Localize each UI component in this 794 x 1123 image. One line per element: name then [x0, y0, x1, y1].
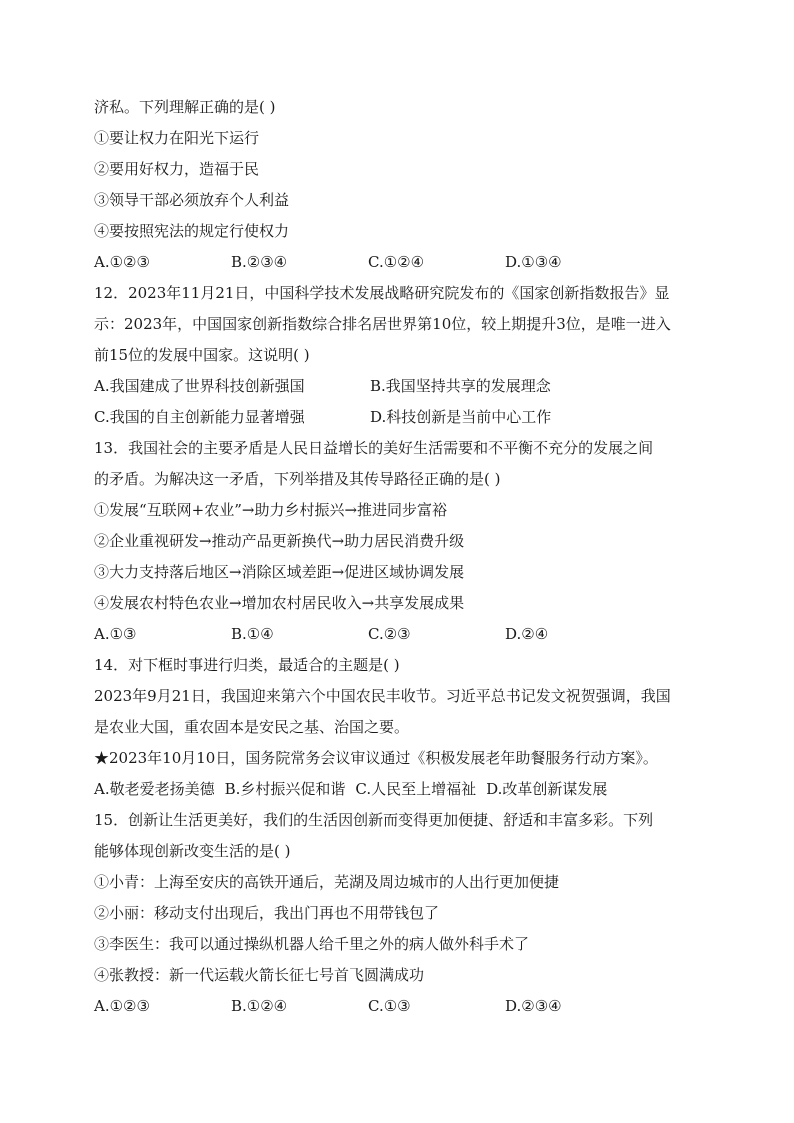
q11-option-b[interactable]: B.②③④: [231, 253, 288, 271]
q12-options-row-1: [94, 371, 714, 402]
q14-box-line-2: 是农业大国，重农固本是安民之基、治国之要。: [94, 718, 410, 736]
q11-item-2: ②要用好权力，造福于民: [94, 160, 260, 178]
q11-item-3: ③领导干部必须放弃个人利益: [94, 191, 290, 209]
q13-item-4: ④发展农村特色农业→增加农村居民收入→共享发展成果: [94, 594, 465, 612]
q12-option-c[interactable]: C.我国的自主创新能力显著增强: [94, 408, 305, 426]
q15-option-d[interactable]: D.②③④: [505, 997, 562, 1015]
q11-option-d[interactable]: D.①③④: [505, 253, 562, 271]
q11-option-a[interactable]: A.①②③: [94, 253, 150, 271]
q13-item-2: ②企业重视研发→推动产品更新换代→助力居民消费升级: [94, 532, 465, 550]
q13-option-c[interactable]: C.②③: [368, 625, 411, 643]
q15-item-1: ①小青：上海至安庆的高铁开通后，芜湖及周边城市的人出行更加便捷: [94, 873, 560, 891]
exam-page: [94, 92, 714, 1022]
q14-stem: 14．对下框时事进行归类，最适合的主题是( ): [94, 656, 400, 674]
q12-stem-line-2: 示：2023年，中国国家创新指数综合排名居世界第10位，较上期提升3位，是唯一进入: [94, 315, 671, 333]
q15-item-2: ②小丽：移动支付出现后，我出门再也不用带钱包了: [94, 904, 440, 922]
q12-options-row-2: [94, 402, 714, 433]
q13-option-d[interactable]: D.②④: [505, 625, 549, 643]
q14-box-line-1: 2023年9月21日，我国迎来第六个中国农民丰收节。习近平总书记发文祝贺强调，我国: [94, 687, 671, 705]
q12-option-b[interactable]: B.我国坚持共享的发展理念: [370, 377, 551, 395]
q13-stem-line-1: 13．我国社会的主要矛盾是人民日益增长的美好生活需要和不平衡不充分的发展之间: [94, 439, 654, 457]
q15-option-c[interactable]: C.①③: [368, 997, 411, 1015]
q12-option-d[interactable]: D.科技创新是当前中心工作: [370, 408, 552, 426]
q13-item-3: ③大力支持落后地区→消除区域差距→促进区域协调发展: [94, 563, 465, 581]
q13-options: [94, 619, 714, 650]
q12-stem-line-1: 12．2023年11月21日，中国科学技术发展战略研究院发布的《国家创新指数报告》显: [94, 284, 670, 302]
q11-item-1: ①要让权力在阳光下运行: [94, 129, 260, 147]
q13-option-b[interactable]: B.①④: [231, 625, 274, 643]
q14-option-c[interactable]: C.人民至上增福祉: [355, 780, 477, 798]
q14-option-b[interactable]: B.乡村振兴促和谐: [224, 780, 346, 798]
q15-item-3: ③李医生：我可以通过操纵机器人给千里之外的病人做外科手术了: [94, 935, 530, 953]
q11-item-4: ④要按照宪法的规定行使权力: [94, 222, 290, 240]
q12-stem-line-3: 前15位的发展中国家。这说明( ): [94, 346, 310, 364]
q11-option-c[interactable]: C.①②④: [368, 253, 425, 271]
q14-box-line-3: ★2023年10月10日，国务院常务会议审议通过《积极发展老年助餐服务行动方案》。: [94, 749, 658, 767]
q14-options: [94, 774, 714, 805]
q14-option-d[interactable]: D.改革创新谋发展: [486, 780, 608, 798]
q12-option-a[interactable]: A.我国建成了世界科技创新强国: [94, 377, 305, 395]
q13-item-1: ①发展“互联网+农业”→助力乡村振兴→推进同步富裕: [94, 501, 448, 519]
q15-option-a[interactable]: A.①②③: [94, 997, 150, 1015]
q15-stem-line-2: 能够体现创新改变生活的是( ): [94, 842, 291, 860]
q15-stem-line-1: 15．创新让生活更美好，我们的生活因创新而变得更加便捷、舒适和丰富多彩。下列: [94, 811, 654, 829]
q14-option-a[interactable]: A.敬老爱老扬美德: [94, 780, 215, 798]
q13-stem-line-2: 的矛盾。为解决这一矛盾，下列举措及其传导路径正确的是( ): [94, 470, 501, 488]
q15-item-4: ④张教授：新一代运载火箭长征七号首飞圆满成功: [94, 966, 425, 984]
q15-options: [94, 991, 714, 1022]
q15-option-b[interactable]: B.①②④: [231, 997, 288, 1015]
q13-option-a[interactable]: A.①③: [94, 625, 137, 643]
q11-stem-tail: 济私。下列理解正确的是( ): [94, 98, 276, 116]
q11-options: [94, 247, 714, 278]
